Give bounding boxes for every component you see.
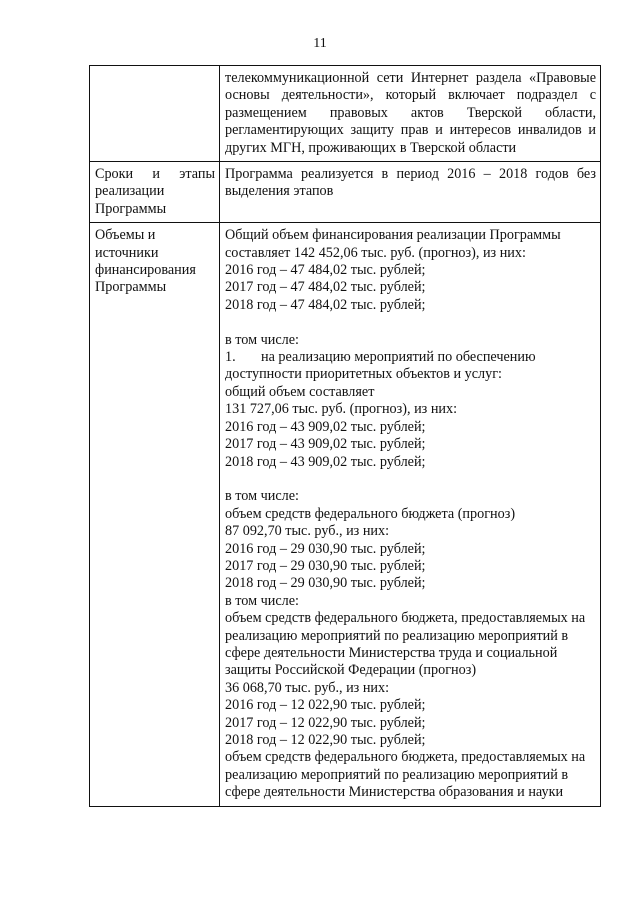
- paragraph: в том числе:: [225, 331, 299, 348]
- paragraph: объем средств федерального бюджета, предоставляемых на реализацию мероприятий по реализацию мероприятий в сфере деятельности Министерства труда и социальной защиты Российской Федерации (прогноз): [225, 610, 586, 679]
- paragraph: 2017 год – 29 030,90 тыс. рублей;: [225, 557, 426, 574]
- paragraph: в том числе:: [225, 592, 299, 609]
- row-label-funding: Объемы и источники финансирования Программы: [90, 223, 220, 806]
- table-row: [90, 162, 601, 223]
- table-row: [90, 223, 601, 806]
- paragraph: Программа реализуется в период 2016 – 2018 годов без выделения этапов: [225, 166, 596, 200]
- paragraph: 2017 год – 43 909,02 тыс. рублей;: [225, 436, 426, 453]
- paragraph: 2018 год – 47 484,02 тыс. рублей;: [225, 296, 426, 313]
- row-label-terms: Сроки и этапы реализации Программы: [90, 162, 220, 223]
- paragraph: объем средств федерального бюджета, предоставляемых на реализацию мероприятий по реализацию мероприятий в сфере деятельности Министерства образования и науки: [225, 749, 586, 801]
- row-label-empty: [90, 66, 220, 162]
- program-passport-table: [89, 65, 601, 807]
- row-content: [220, 223, 601, 806]
- paragraph: телекоммуникационной сети Интернет раздела «Правовые основы деятельности», который включает подраздел с размещением правовых актов Тверской области, регламентирующих защиту прав и интересов инвалидов и других МГН, проживающих в Тверской области: [225, 70, 596, 156]
- paragraph: 2018 год – 43 909,02 тыс. рублей;: [225, 453, 426, 470]
- paragraph: Общий объем финансирования реализации Программы составляет 142 452,06 тыс. руб. (прогноз), из них:: [225, 227, 561, 261]
- blank-line: [225, 471, 596, 488]
- paragraph: общий объем составляет: [225, 383, 375, 400]
- paragraph: 87 092,70 тыс. руб., из них:: [225, 523, 390, 540]
- paragraph: 2016 год – 12 022,90 тыс. рублей;: [225, 697, 426, 714]
- paragraph: 131 727,06 тыс. руб. (прогноз), из них:: [225, 401, 458, 418]
- row-content: [220, 162, 601, 223]
- paragraph: в том числе:: [225, 488, 299, 505]
- page-number: 11: [313, 36, 327, 51]
- item-number: 1.: [225, 349, 236, 366]
- paragraph: объем средств федерального бюджета (прогноз): [225, 505, 516, 522]
- item-text: на реализацию мероприятий по обеспечению доступности приоритетных объектов и услуг:: [225, 349, 536, 383]
- paragraph: 2018 год – 12 022,90 тыс. рублей;: [225, 732, 426, 748]
- paragraph: 2016 год – 29 030,90 тыс. рублей;: [225, 540, 426, 557]
- numbered-paragraph: [225, 349, 596, 384]
- table-row: [90, 66, 601, 162]
- blank-line: [225, 314, 596, 331]
- paragraph: 36 068,70 тыс. руб., из них:: [225, 679, 390, 696]
- paragraph: 2016 год – 47 484,02 тыс. рублей;: [225, 262, 426, 279]
- paragraph: 2018 год – 29 030,90 тыс. рублей;: [225, 575, 426, 592]
- paragraph: 2016 год – 43 909,02 тыс. рублей;: [225, 418, 426, 435]
- paragraph: 2017 год – 47 484,02 тыс. рублей;: [225, 279, 426, 296]
- paragraph: 2017 год – 12 022,90 тыс. рублей;: [225, 714, 426, 731]
- row-content: [220, 66, 601, 162]
